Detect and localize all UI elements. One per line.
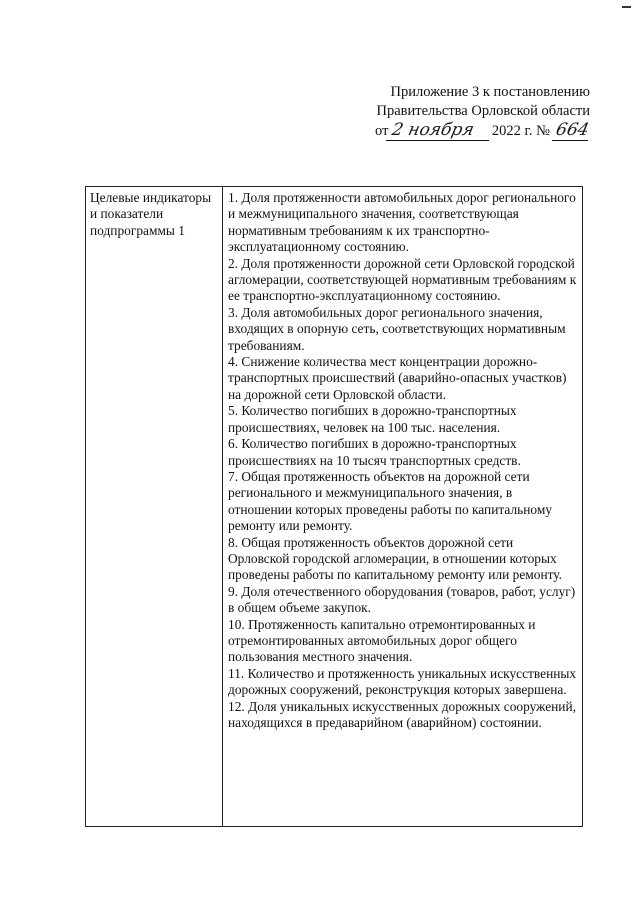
document-header <box>330 83 590 141</box>
list-item: 1. Доля протяженности автомобильных дорог регионального и межмуниципального значения, соответствующая нормативным требованиям к их транспортно-эксплуатационному состоянию. <box>228 190 576 255</box>
list-item: 6. Количество погибших в дорожно-транспортных происшествиях на 10 тысяч транспортных средств. <box>228 436 521 468</box>
list-item: 2. Доля протяженности дорожной сети Орловской городской агломерации, соответствующей нормативным требованиям к ее транспортно-эксплуатационному состоянию. <box>228 255 577 304</box>
list-item: 12. Доля уникальных искусственных дорожных сооружений, находящихся в предаварийном (аварийном) состоянии. <box>228 698 576 730</box>
table-items-cell <box>223 187 583 826</box>
handwritten-date: 2 ноября <box>386 121 494 141</box>
table-label-cell: Целевые индикаторы и показатели подпрограммы 1 <box>86 187 223 826</box>
handwritten-number: 664 <box>551 121 592 141</box>
corner-scan-mark <box>622 6 631 8</box>
year-text: 2022 г. № <box>491 123 550 139</box>
list-item: 11. Количество и протяженность уникальных искусственных дорожных сооружений, реконструкция которых завершена. <box>228 665 577 698</box>
table-row <box>86 187 582 826</box>
date-prefix: от <box>375 123 389 139</box>
list-item: 8. Общая протяженность объектов дорожной сети Орловской городской агломерации, в отношении которых проведены работы по капитальному ремонту или ремонту. <box>228 534 563 583</box>
indicators-table-grid <box>86 187 582 826</box>
list-item: 5. Количество погибших в дорожно-транспортных происшествиях, человек на 100 тыс. населения. <box>228 403 517 435</box>
header-date-line <box>330 121 590 141</box>
list-item: 7. Общая протяженность объектов на дорожной сети регионального и межмуниципального значения, в отношении которых проведены работы по капитальному ремонту или ремонту. <box>228 468 553 534</box>
list-item: 4. Снижение количества мест концентрации дорожно-транспортных происшествий (аварийно-опасных участков) на дорожной сети Орловской области. <box>228 354 567 402</box>
list-item: 9. Доля отечественного оборудования (товаров, работ, услуг) в общем объеме закупок. <box>228 583 576 616</box>
list-item: 3. Доля автомобильных дорог регионального значения, входящих в опорную сеть, соответствующих нормативным требованиям. <box>228 304 566 353</box>
indicators-table <box>85 186 583 827</box>
header-line-government: Правительства Орловской области <box>376 103 590 119</box>
list-item: 10. Протяженность капитально отремонтированных и отремонтированных автомобильных дорог общего пользования местного значения. <box>228 616 536 665</box>
header-line-appendix: Приложение 3 к постановлению <box>390 84 590 100</box>
